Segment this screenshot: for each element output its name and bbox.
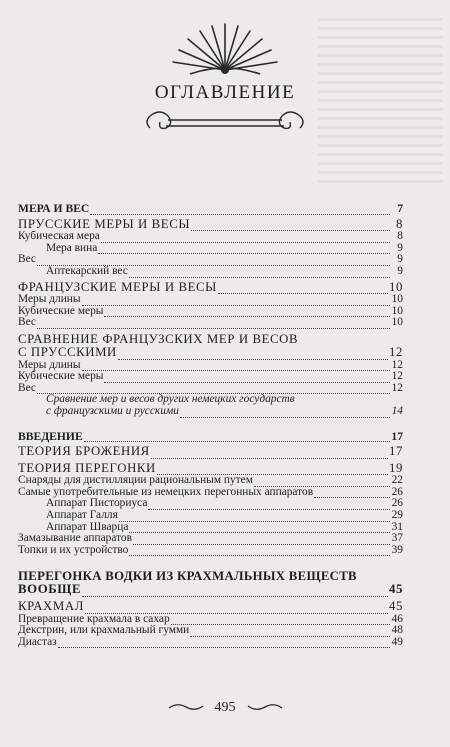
toc-entry-page: 10 [391, 304, 403, 317]
toc-entry [18, 371, 403, 383]
dot-leader [37, 320, 390, 329]
toc-entry-page: 45 [389, 599, 403, 614]
toc-entry-page: 29 [391, 509, 403, 522]
toc-entry-page: 9 [397, 241, 403, 254]
dot-leader [98, 245, 390, 254]
toc-entry-title: с французскими и русскими [46, 404, 179, 417]
left-swash-ornament [167, 702, 205, 712]
toc-entry-title: Декстрин, или крахмальный гумми [18, 624, 190, 637]
toc-entry [18, 545, 403, 557]
toc-entry-title: Замазывание аппаратов [18, 532, 132, 545]
toc-entry-page: 10 [391, 293, 403, 306]
dot-leader [104, 308, 390, 317]
toc-entry-page: 14 [391, 404, 403, 417]
toc-entry-title: Кубические меры [18, 370, 104, 383]
page-title: ОГЛАВЛЕНИЕ [154, 82, 296, 103]
dot-leader [151, 450, 388, 459]
toc-entry-title: Вес [18, 316, 36, 329]
dot-leader [82, 362, 390, 371]
toc-entry [18, 431, 403, 443]
toc-entry-page: 45 [389, 582, 403, 597]
toc-entry [18, 243, 403, 255]
toc-entry-page: 10 [391, 316, 403, 329]
spacer [18, 556, 403, 569]
toc-entry [18, 281, 403, 295]
dot-leader [119, 513, 390, 522]
toc-entry-title: Аппарат Галля [46, 509, 118, 522]
right-swash-ornament [246, 702, 284, 712]
dot-leader [129, 524, 390, 533]
dot-leader [84, 433, 390, 442]
toc-entry-page: 10 [389, 279, 403, 294]
toc-entry-title: Топки и их устройство [18, 543, 129, 556]
toc-entry [18, 317, 403, 329]
dot-leader [82, 297, 390, 306]
toc-entry-title: Самые употребительные из немецких перегонных аппаратов [18, 485, 314, 498]
dot-leader [191, 222, 390, 231]
toc-entry-title: МЕРА И ВЕС [18, 202, 90, 215]
toc-entry-title: Диастаз [18, 635, 57, 648]
toc-entry-title: ВВЕДЕНИЕ [18, 429, 83, 443]
toc-entry-title: Превращение крахмала в сахар [18, 612, 170, 625]
toc-entry-page: 26 [391, 497, 403, 510]
toc-entry-page: 22 [391, 474, 403, 487]
toc-entry-page: 8 [396, 216, 403, 231]
dot-leader [101, 234, 390, 243]
toc-entry [18, 306, 403, 318]
toc-entry-page: 48 [391, 624, 403, 637]
flourish-ornament [140, 106, 310, 136]
toc-entry [18, 294, 403, 306]
toc-entry-first-line: ПЕРЕГОНКА ВОДКИ ИЗ КРАХМАЛЬНЫХ ВЕЩЕСТВ [18, 569, 357, 584]
toc-entry-page: 8 [397, 230, 403, 243]
toc-entry-title: Снаряды для дистилляции рациональным путем [18, 474, 253, 487]
toc-entry-title: Вес [18, 381, 36, 394]
toc-entry-title: Кубические меры [18, 304, 104, 317]
toc-entry-page: 19 [389, 460, 403, 475]
toc-entry-page: 39 [391, 543, 403, 556]
toc-entry-page: 49 [391, 635, 403, 648]
dot-leader [218, 285, 388, 294]
toc-entry [18, 625, 403, 637]
toc-entry-title: ФРАНЦУЗСКИЕ МЕРЫ И ВЕСЫ [18, 279, 217, 294]
toc-entry-title: КРАХМАЛ [18, 599, 84, 614]
toc-entry [18, 218, 403, 232]
toc-entry-page: 12 [391, 358, 403, 371]
toc-entry-title: ВООБЩЕ [18, 582, 82, 597]
toc-entry-title: ТЕОРИЯ ПЕРЕГОНКИ [18, 460, 156, 475]
toc-entry-page: 12 [391, 370, 403, 383]
toc-entry-page: 12 [391, 381, 403, 394]
toc-entry [18, 637, 403, 649]
toc-entry-title: Аппарат Шварца [46, 520, 129, 533]
toc-entry-title: ТЕОРИЯ БРОЖЕНИЯ [18, 444, 150, 459]
toc-entry-page: 31 [391, 520, 403, 533]
toc-entry-title: Вес [18, 253, 36, 266]
dot-leader [133, 536, 390, 545]
dot-leader [90, 206, 390, 215]
dot-leader [180, 409, 390, 418]
toc-entry [18, 462, 403, 476]
toc-entry [18, 600, 403, 614]
toc-entry-page: 9 [397, 264, 403, 277]
dot-leader [58, 639, 390, 648]
dot-leader [129, 547, 390, 556]
page-number: 495 [214, 700, 236, 715]
sunburst-ornament [160, 18, 290, 78]
toc-entry-page: 37 [391, 532, 403, 545]
page-footer [0, 698, 450, 716]
toc-entry-page: 17 [391, 429, 403, 443]
toc-entry [18, 510, 403, 522]
dot-leader [190, 628, 390, 637]
toc-entry-title: Аппарат Писториуса [46, 497, 148, 510]
dot-leader [148, 501, 390, 510]
dot-leader [314, 489, 390, 498]
toc-entry-title: С ПРУССКИМИ [18, 344, 117, 359]
dot-leader [82, 588, 388, 597]
spacer [18, 418, 403, 431]
toc-entry [18, 203, 403, 215]
toc-entry-title: Меры длины [18, 293, 81, 306]
toc-entry [18, 406, 403, 418]
toc-entry [18, 346, 403, 360]
dot-leader [118, 351, 388, 360]
toc-entry-title: Кубическая мера [18, 230, 100, 243]
dot-leader [129, 269, 390, 278]
toc-entry-title: ПРУССКИЕ МЕРЫ И ВЕСЫ [18, 216, 191, 231]
dot-leader [104, 374, 390, 383]
toc-entry-title: Аптекарский вес [46, 264, 128, 277]
dot-leader [171, 616, 390, 625]
toc-entry-first-line: Сравнение мер и весов других немецких государств [46, 393, 295, 406]
toc-entry-page: 7 [397, 202, 403, 215]
toc-entry-page: 9 [397, 253, 403, 266]
toc-entry [18, 583, 403, 597]
toc-entry [18, 445, 403, 459]
toc-entry-page: 12 [389, 344, 403, 359]
toc-entry-page: 17 [389, 444, 403, 459]
toc-entry [18, 266, 403, 278]
toc-entry-page: 26 [391, 485, 403, 498]
toc-entry-page: 46 [391, 612, 403, 625]
table-of-contents [18, 203, 403, 648]
toc-entry-first-line: СРАВНЕНИЕ ФРАНЦУЗСКИХ МЕР И ВЕСОВ [18, 331, 299, 346]
toc-entry-title: Мера вина [46, 241, 98, 254]
toc-entry-title: Меры длины [18, 358, 81, 371]
